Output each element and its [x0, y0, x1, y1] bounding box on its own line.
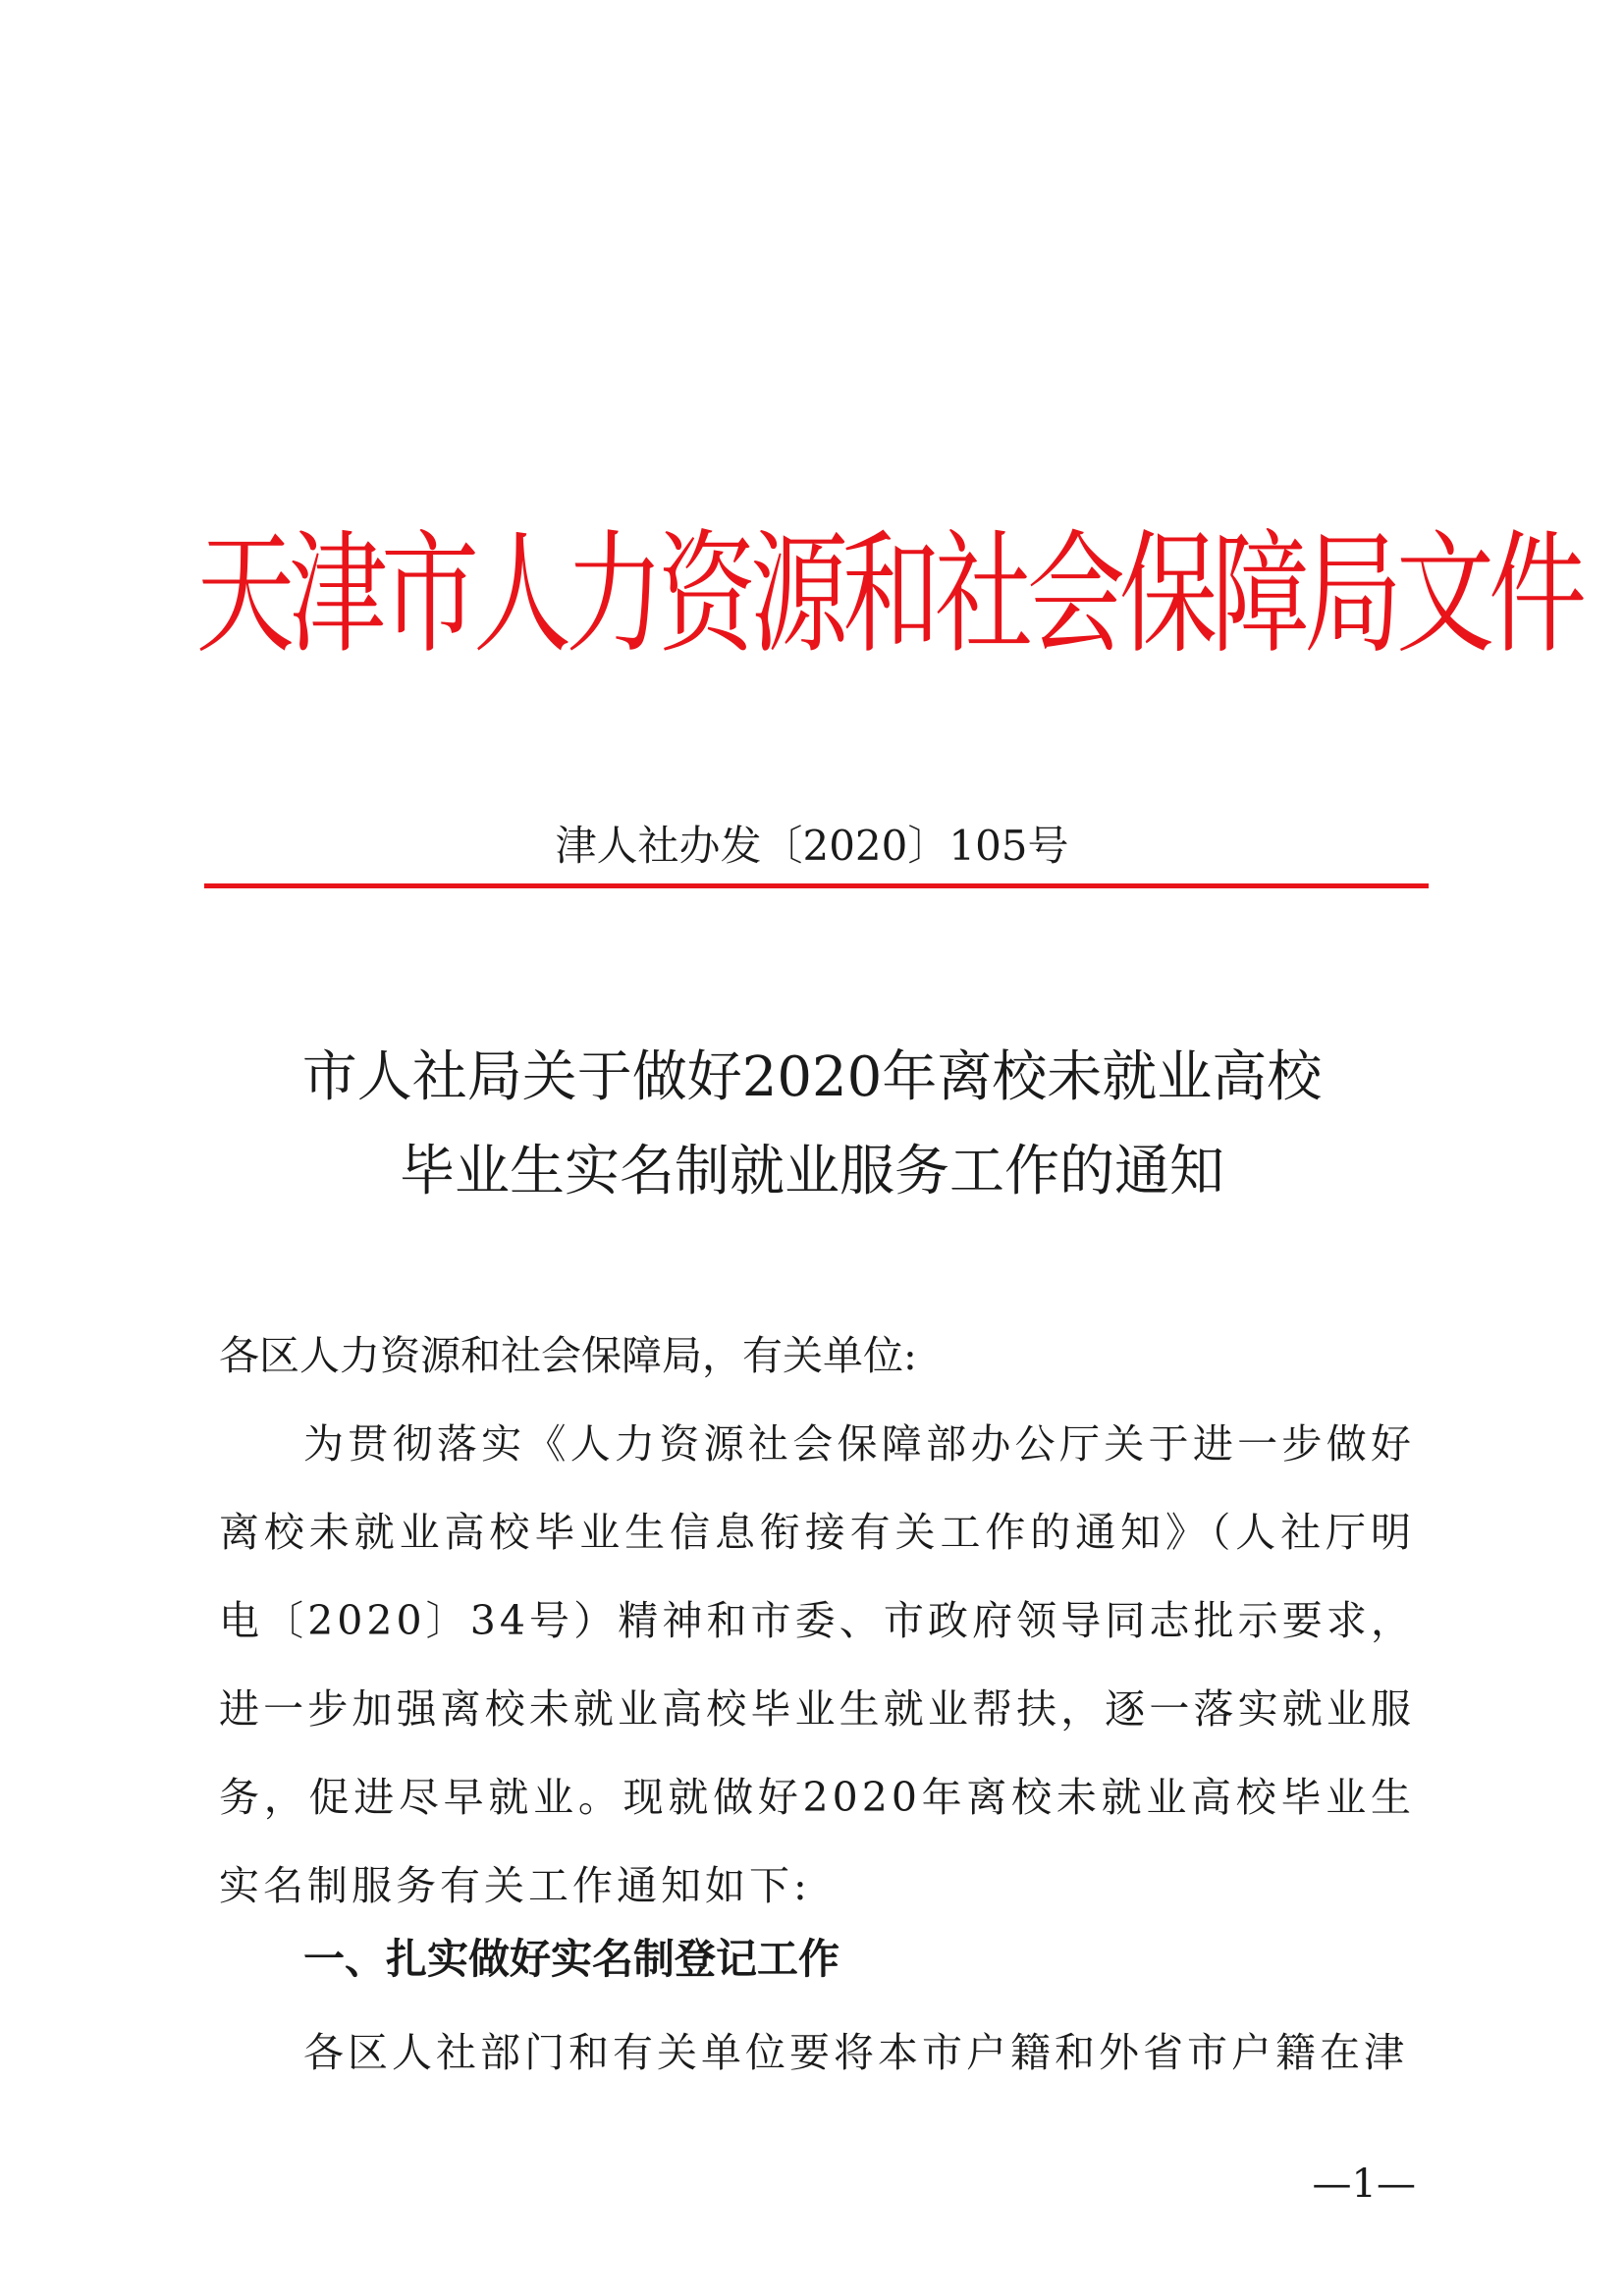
- body-paragraph-2: 各区人社部门和有关单位要将本市户籍和外省市户籍在津: [303, 2029, 1408, 2076]
- body-paragraph-1: 为贯彻落实《人力资源社会保障部办公厅关于进一步做好离校未就业高校毕业生信息衔接有关工作的通知》（人社厅明电〔2020〕34号）精神和市委、市政府领导同志批示要求，进一步加强离校未就业高校毕业生就业帮扶，逐一落实就业服务，促进尽早就业。现就做好2020年离校未就业高校毕业生实名制服务有关工作通知如下:: [219, 1420, 1415, 1909]
- document-number: 津人社办发〔2020〕105号: [555, 822, 1069, 870]
- issuer-title: 天津市人力资源和社会保障局文件: [196, 516, 1581, 672]
- document-title-line-1: 市人社局关于做好2020年离校未就业高校: [301, 1045, 1323, 1109]
- section-heading-1: 一、扎实做好实名制登记工作: [303, 1935, 840, 1983]
- red-divider-line: [204, 883, 1429, 888]
- salutation: 各区人力资源和社会保障局，有关单位:: [219, 1332, 917, 1379]
- page-number: —1—: [1312, 2162, 1416, 2207]
- document-title-line-2: 毕业生实名制就业服务工作的通知: [400, 1140, 1224, 1203]
- document-title: [196, 1031, 1428, 1219]
